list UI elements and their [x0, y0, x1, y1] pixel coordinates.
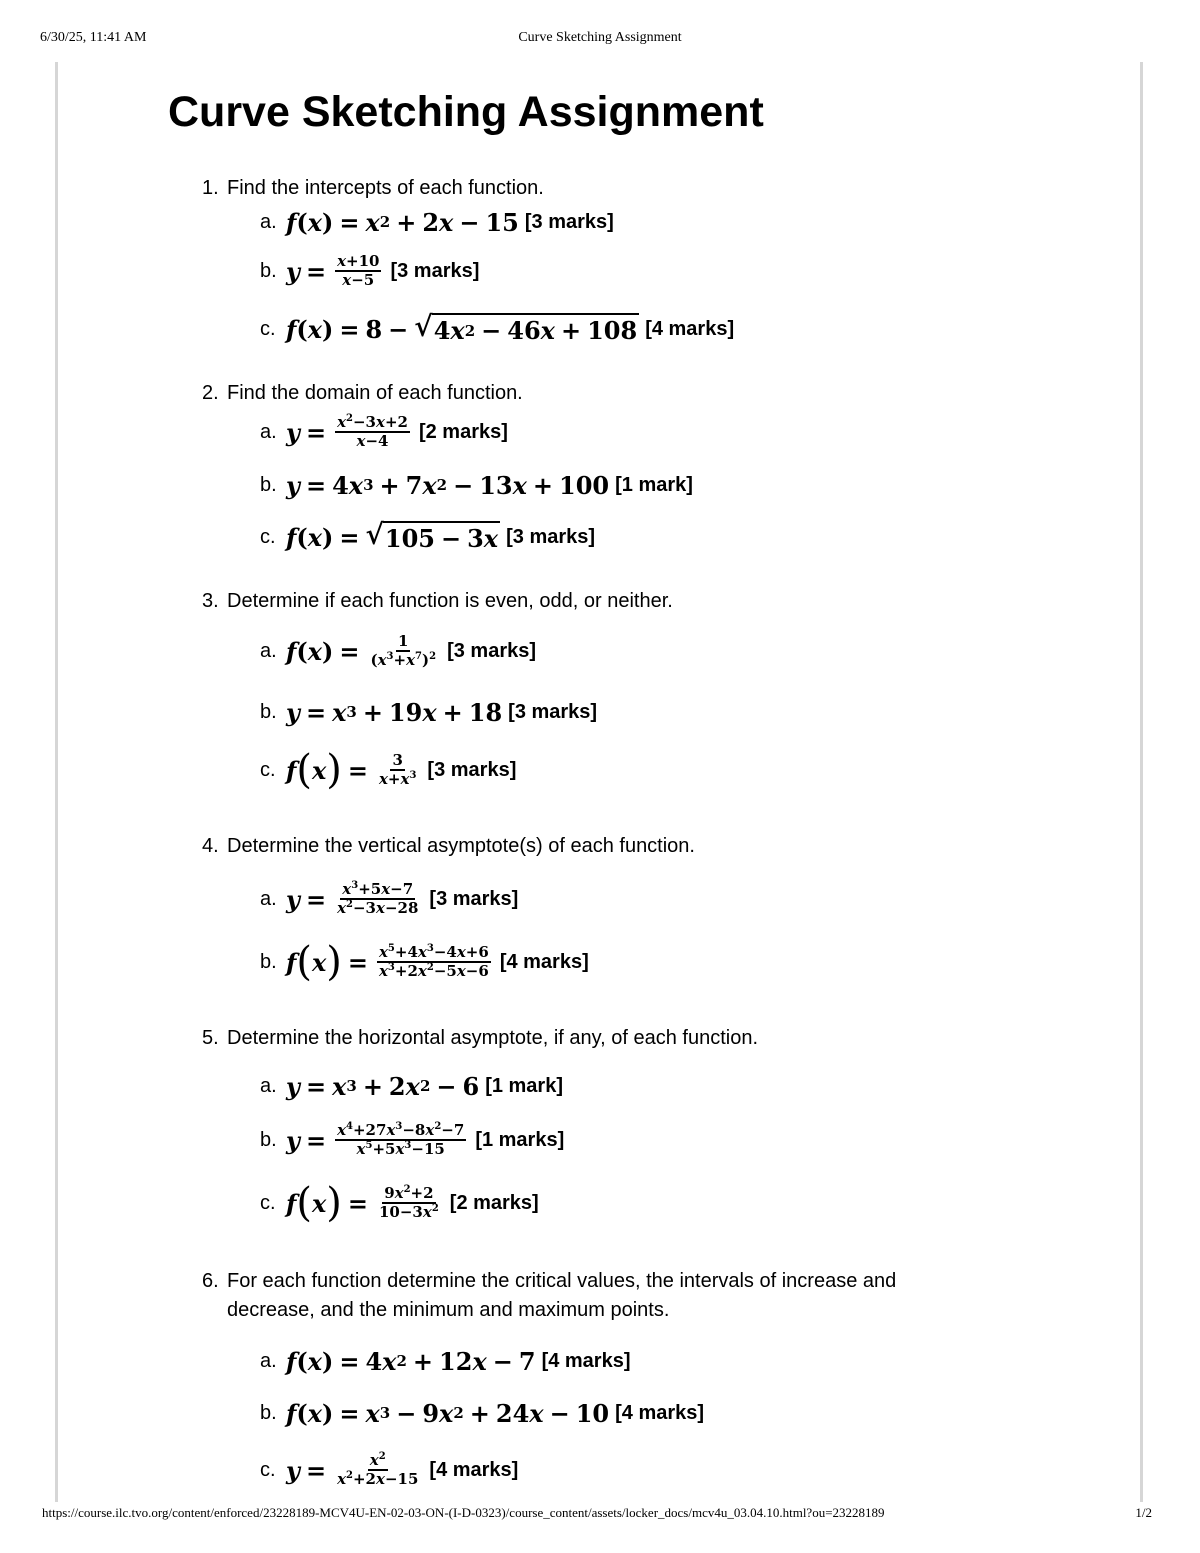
- part-letter: c.: [260, 1458, 276, 1481]
- question-5-part-c: [260, 1180, 539, 1226]
- question-3-part-a: [260, 631, 536, 671]
- question-4-part-b: [260, 939, 589, 985]
- question-2: [202, 379, 987, 408]
- part-letter: c.: [260, 758, 276, 781]
- question-6-part-a: [260, 1341, 631, 1381]
- marks-label: [2 marks]: [449, 1191, 539, 1214]
- part-letter: c.: [260, 525, 276, 548]
- math-expression: f ( x ) = $\frac{1}{(x^3+x^7)^2}$: [286, 632, 437, 669]
- part-letter: c.: [260, 317, 276, 340]
- math-expression: f ( x ) = $\frac{9x^2+2}{10-3x^2}$: [286, 1180, 439, 1226]
- question-text: Find the intercepts of each function.: [227, 177, 544, 199]
- part-letter: b.: [260, 473, 277, 496]
- part-letter: a.: [260, 887, 277, 910]
- marks-label: [3 marks]: [524, 210, 614, 233]
- marks-label: [4 marks]: [499, 950, 589, 973]
- math-expression: y = x 3 + 2 x 2 − 6: [286, 1071, 480, 1101]
- print-footer: [0, 1505, 1200, 1525]
- part-letter: b.: [260, 1401, 277, 1424]
- question-number: 1.: [202, 177, 219, 199]
- question-3: [202, 587, 987, 616]
- question-4-part-a: [260, 879, 518, 919]
- question-text: Determine the horizontal asymptote, if any, of each function.: [227, 1027, 759, 1049]
- math-expression: y = $\frac{x^3+5x-7}{x^2-3x-28}$: [286, 880, 419, 917]
- marks-label: [1 mark]: [485, 1074, 563, 1097]
- part-letter: a.: [260, 1074, 277, 1097]
- math-expression: f ( x ) = x 2 + 2 x − 15: [286, 207, 519, 237]
- question-2-part-a: [260, 412, 508, 452]
- marks-label: [4 marks]: [541, 1349, 631, 1372]
- question-number: 3.: [202, 590, 219, 612]
- math-expression: f ( x ) = √ 105 − 3 x: [286, 518, 499, 553]
- part-letter: a.: [260, 639, 277, 662]
- math-expression: f ( x ) = x 3 − 9 x 2 + 24 x − 10: [286, 1398, 610, 1428]
- part-letter: b.: [260, 1128, 277, 1151]
- question-3-part-c: [260, 747, 517, 793]
- marks-label: [1 marks]: [475, 1128, 565, 1151]
- part-letter: c.: [260, 1191, 276, 1214]
- part-letter: b.: [260, 700, 277, 723]
- question-2-part-c: [260, 517, 595, 557]
- part-letter: b.: [260, 259, 277, 282]
- question-2-part-b: [260, 465, 693, 505]
- math-expression: y = $\frac{x^2-3x+2}{x-4}$: [286, 413, 408, 450]
- question-number: 6.: [202, 1270, 219, 1292]
- question-1-part-a: [260, 202, 614, 242]
- question-number: 4.: [202, 835, 219, 857]
- question-1-part-b: [260, 251, 479, 291]
- marks-label: [3 marks]: [429, 887, 519, 910]
- math-expression: y = 4 x 3 + 7 x 2 − 13 x + 100: [286, 470, 610, 500]
- question-3-part-b: [260, 692, 597, 732]
- math-expression: f ( x ) = 8 − √ 4 x 2 − 46 x + 108: [286, 310, 638, 345]
- part-letter: a.: [260, 1349, 277, 1372]
- question-6-part-b: [260, 1393, 704, 1433]
- marks-label: [3 marks]: [508, 700, 598, 723]
- math-expression: y = $\frac{x^2}{x^2+2x-15}$: [286, 1451, 419, 1488]
- part-letter: a.: [260, 210, 277, 233]
- page-title: Curve Sketching Assignment: [168, 88, 764, 136]
- math-expression: f ( x ) = $\frac{3}{x+x^3}$: [286, 747, 417, 793]
- marks-label: [4 marks]: [615, 1401, 705, 1424]
- math-expression: f ( x ) = $\frac{x^5+4x^3-4x+6}{x^3+2x^2-5x-6}$: [286, 939, 489, 985]
- print-header: [0, 30, 1200, 50]
- marks-label: [3 marks]: [427, 758, 517, 781]
- page-number: 1/2: [1135, 1505, 1152, 1520]
- math-expression: y = $\frac{x+10}{x-5}$: [286, 252, 380, 289]
- question-5-part-b: [260, 1120, 564, 1160]
- marks-label: [1 mark]: [615, 473, 693, 496]
- question-4: [202, 832, 987, 861]
- print-doc-title: Curve Sketching Assignment: [518, 30, 682, 45]
- part-letter: a.: [260, 420, 277, 443]
- marks-label: [4 marks]: [645, 317, 735, 340]
- marks-label: [3 marks]: [390, 259, 480, 282]
- question-number: 5.: [202, 1027, 219, 1049]
- math-expression: f ( x ) = 4 x 2 + 12 x − 7: [286, 1346, 536, 1376]
- question-5-part-a: [260, 1066, 563, 1106]
- math-expression: y = $\frac{x^4+27x^3-8x^2-7}{x^5+5x^3-15}$: [286, 1121, 465, 1158]
- print-datetime: 6/30/25, 11:41 AM: [40, 30, 147, 45]
- question-text: Find the domain of each function.: [227, 382, 523, 404]
- question-text: For each function determine the critical values, the intervals of increase and decrease, and the minimum and maximum points.: [227, 1270, 897, 1321]
- question-text: Determine the vertical asymptote(s) of each function.: [227, 835, 695, 857]
- question-6-part-c: [260, 1450, 518, 1490]
- math-expression: y = x 3 + 19 x + 18: [286, 697, 503, 727]
- part-letter: b.: [260, 950, 277, 973]
- marks-label: [2 marks]: [418, 420, 508, 443]
- marks-label: [3 marks]: [447, 639, 537, 662]
- question-6: [202, 1267, 987, 1325]
- question-5: [202, 1024, 987, 1053]
- page-url: https://course.ilc.tvo.org/content/enforced/23228189-MCV4U-EN-02-03-ON-(I-D-0323)/course_content/assets/locker_docs/mcv4u_03.04.10.html?ou=23228189: [42, 1505, 885, 1520]
- question-text: Determine if each function is even, odd, or neither.: [227, 590, 673, 612]
- question-1-part-c: [260, 309, 734, 349]
- marks-label: [3 marks]: [506, 525, 596, 548]
- marks-label: [4 marks]: [429, 1458, 519, 1481]
- question-number: 2.: [202, 382, 219, 404]
- question-1: [202, 174, 987, 203]
